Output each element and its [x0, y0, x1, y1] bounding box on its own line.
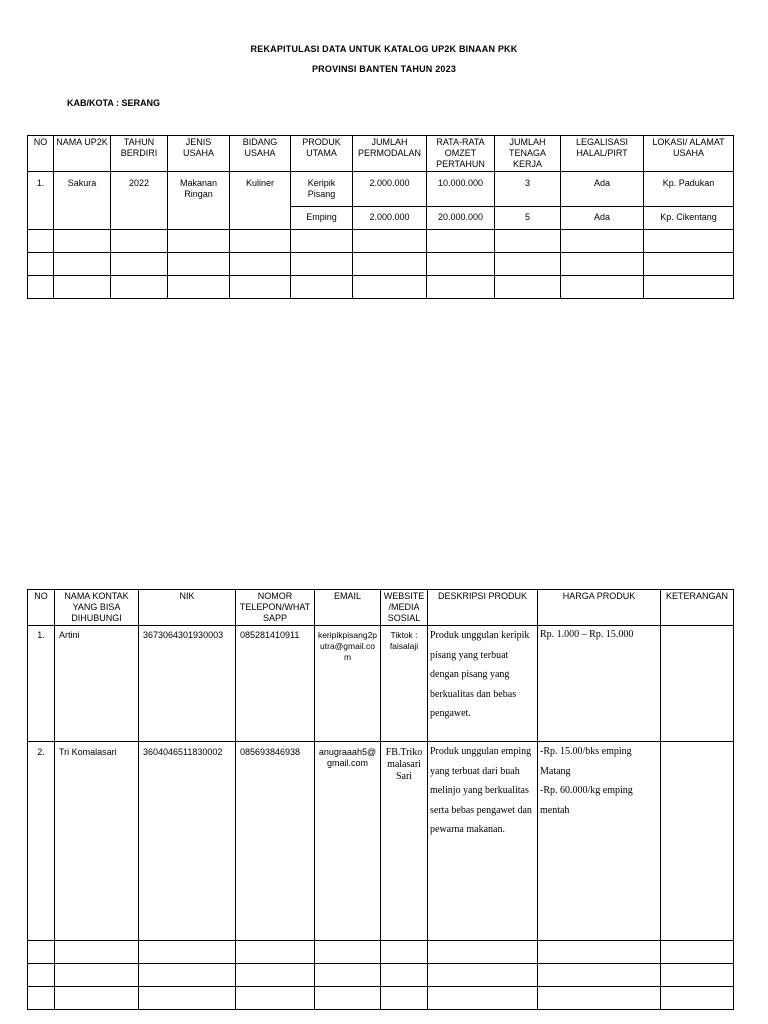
cell-nama-kontak: Artini: [55, 626, 139, 742]
table-row-empty: [28, 230, 734, 253]
cell-legal: Ada: [561, 172, 644, 207]
table-row-empty: [28, 941, 734, 964]
cell-produk: Keripik Pisang: [291, 172, 353, 207]
cell-nama: Sakura: [54, 172, 111, 230]
up2k-summary-table: [27, 135, 734, 299]
col-header-deskripsi: DESKRIPSI PRODUK: [428, 590, 538, 626]
table-header-row: [28, 136, 734, 172]
cell-email: anugraaah5@gmail.com: [315, 742, 381, 941]
document-title: REKAPITULASI DATA UNTUK KATALOG UP2K BINAAN PKK: [250, 44, 518, 54]
col-header-email: EMAIL: [315, 590, 381, 626]
col-header-lokasi: LOKASI/ ALAMAT USAHA: [644, 136, 734, 172]
col-header-tenaga-kerja: JUMLAH TENAGA KERJA: [495, 136, 561, 172]
col-header-jumlah-permodalan: JUMLAH PERMODALAN: [353, 136, 427, 172]
cell-omzet: 10.000.000: [427, 172, 495, 207]
table-row-empty: [28, 964, 734, 987]
cell-produk: Emping: [291, 207, 353, 230]
cell-nik: 3673064301930003: [139, 626, 236, 742]
table-row-empty: [28, 987, 734, 1010]
cell-no: 2.: [28, 742, 55, 941]
cell-harga: [538, 626, 661, 742]
cell-bidang: Kuliner: [230, 172, 291, 230]
cell-omzet: 20.000.000: [427, 207, 495, 230]
cell-keterangan: [661, 626, 734, 742]
col-header-jenis-usaha: JENIS USAHA: [168, 136, 230, 172]
col-header-nik: NIK: [139, 590, 236, 626]
table-header-row: [28, 590, 734, 626]
col-header-keterangan: KETERANGAN: [661, 590, 734, 626]
cell-telepon: 085693846938: [236, 742, 315, 941]
cell-lokasi: Kp. Cikentang: [644, 207, 734, 230]
table-row: [28, 742, 734, 941]
col-header-telepon: NOMOR TELEPON/WHATSAPP: [236, 590, 315, 626]
cell-website: Tiktok : faisalaji: [381, 626, 428, 742]
cell-website: FB.Triko malasari Sari: [381, 742, 428, 941]
col-header-no: NO: [28, 136, 54, 172]
cell-modal: 2.000.000: [353, 207, 427, 230]
cell-deskripsi: Produk unggulan emping yang terbuat dari buah melinjo yang berkualitas serta bebas pengawet dan pewarna makanan.: [428, 742, 538, 941]
kab-kota-label: KAB/KOTA : SERANG: [67, 98, 160, 108]
cell-keterangan: [661, 742, 734, 941]
cell-jenis: Makanan Ringan: [168, 172, 230, 230]
cell-tenaga: 5: [495, 207, 561, 230]
harga-line-2: -Rp. 60.000/kg emping mentah: [540, 785, 633, 816]
cell-no: 1.: [28, 172, 54, 230]
col-header-harga: HARGA PRODUK: [538, 590, 661, 626]
cell-harga: [538, 742, 661, 941]
table-row: [28, 172, 734, 207]
cell-tenaga: 3: [495, 172, 561, 207]
contact-product-table: [27, 589, 734, 1010]
document-subtitle: PROVINSI BANTEN TAHUN 2023: [311, 64, 457, 74]
col-header-website: WEBSITE /MEDIA SOSIAL: [381, 590, 428, 626]
col-header-nama-kontak: NAMA KONTAK YANG BISA DIHUBUNGI: [55, 590, 139, 626]
cell-email: keripikpisang2putra@gmail.com: [315, 626, 381, 742]
col-header-bidang-usaha: BIDANG USAHA: [230, 136, 291, 172]
col-header-omzet: RATA-RATA OMZET PERTAHUN: [427, 136, 495, 172]
cell-deskripsi: Produk unggulan keripik pisang yang terbuat dengan pisang yang berkualitas dan bebas pengawet.: [428, 626, 538, 742]
cell-nik: 3604046511830002: [139, 742, 236, 941]
harga-line-1: Rp. 1.000 – Rp. 15.000: [540, 629, 634, 640]
cell-telepon: 085281410911: [236, 626, 315, 742]
col-header-no: NO: [28, 590, 55, 626]
harga-line-1: -Rp. 15.00/bks emping Matang: [540, 746, 632, 777]
cell-nama-kontak: Tri Komalasari: [55, 742, 139, 941]
col-header-produk-utama: PRODUK UTAMA: [291, 136, 353, 172]
cell-modal: 2.000.000: [353, 172, 427, 207]
col-header-tahun-berdiri: TAHUN BERDIRI: [111, 136, 168, 172]
cell-legal: Ada: [561, 207, 644, 230]
cell-lokasi: Kp. Padukan: [644, 172, 734, 207]
cell-no: 1.: [28, 626, 55, 742]
table-row-empty: [28, 253, 734, 276]
table-row-empty: [28, 276, 734, 299]
col-header-nama-up2k: NAMA UP2K: [54, 136, 111, 172]
table-row: [28, 626, 734, 742]
col-header-legalisasi: LEGALISASI HALAL/PIRT: [561, 136, 644, 172]
cell-tahun: 2022: [111, 172, 168, 230]
